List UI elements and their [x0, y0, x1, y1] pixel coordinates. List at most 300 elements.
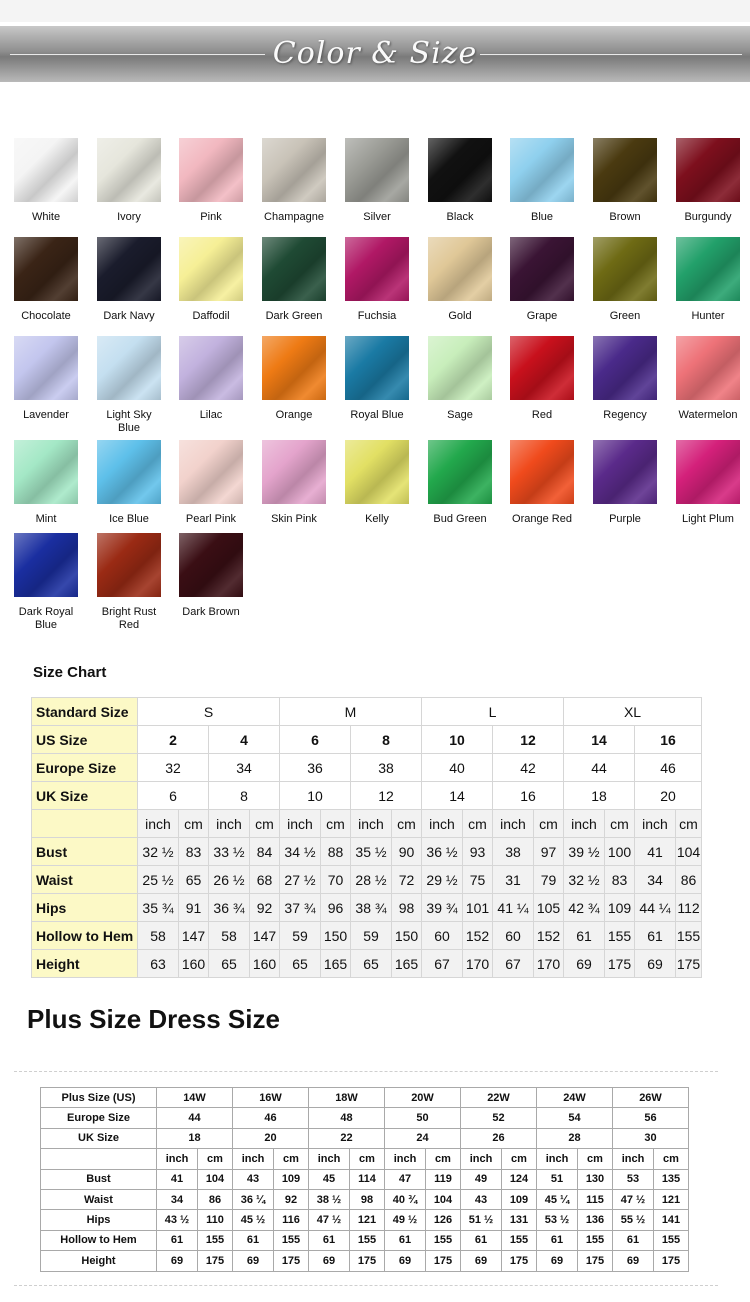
table-cell: 160: [179, 950, 209, 978]
row-header: Europe Size: [32, 754, 138, 782]
swatch-chip: [97, 533, 161, 597]
table-cell: 42 ¾: [564, 894, 605, 922]
table-cell: 155: [654, 1230, 689, 1250]
swatch-label: Lavender: [23, 409, 69, 421]
table-cell: 147: [179, 922, 209, 950]
swatch-label: Gold: [448, 310, 472, 322]
plus-row-bust: [41, 1169, 689, 1189]
table-cell: 147: [250, 922, 280, 950]
color-swatch: [667, 237, 749, 323]
plus-row-europe: [41, 1108, 689, 1128]
table-cell: 14: [564, 726, 635, 754]
color-swatch: [336, 138, 418, 224]
color-swatch: [5, 336, 87, 422]
swatch-chip: [593, 440, 657, 504]
table-cell: 18: [564, 782, 635, 810]
table-cell: 104: [426, 1189, 461, 1209]
table-cell: 32 ½: [564, 866, 605, 894]
table-cell: 36 ¼: [233, 1189, 274, 1209]
color-swatch: [88, 138, 170, 224]
swatch-chip: [676, 237, 740, 301]
color-swatch: [336, 440, 418, 526]
table-cell: 165: [321, 950, 351, 978]
table-cell: 136: [578, 1210, 613, 1230]
swatch-label: Burgundy: [684, 211, 732, 223]
table-cell: 93: [463, 838, 493, 866]
table-cell: 38 ½: [309, 1189, 350, 1209]
color-swatch: [667, 336, 749, 422]
table-cell: 170: [534, 950, 564, 978]
table-cell: 25 ½: [138, 866, 179, 894]
table-row-bust: [32, 838, 702, 866]
table-cell: 63: [138, 950, 179, 978]
swatch-label: Dark Green: [265, 310, 323, 322]
table-cell: 152: [534, 922, 564, 950]
unit-cell: inch: [564, 810, 605, 838]
table-cell: 51: [537, 1169, 578, 1189]
table-cell: 83: [179, 838, 209, 866]
table-cell: 105: [534, 894, 564, 922]
table-cell: 45 ¼: [537, 1189, 578, 1209]
color-swatch: [5, 533, 87, 632]
swatch-chip: [179, 138, 243, 202]
top-strip: [0, 0, 750, 22]
unit-cell: cm: [676, 810, 702, 838]
row-header: Plus Size (US): [41, 1088, 157, 1108]
table-cell: 16: [493, 782, 564, 810]
table-row-us: [32, 726, 702, 754]
table-cell: 49: [461, 1169, 502, 1189]
table-row-units: [32, 810, 702, 838]
swatch-label: Pink: [200, 211, 222, 223]
swatch-chip: [428, 440, 492, 504]
swatch-label: Dark Brown: [182, 606, 240, 618]
table-cell: 26: [461, 1128, 537, 1148]
table-cell: 38 ¾: [351, 894, 392, 922]
table-cell: 39 ¾: [422, 894, 463, 922]
color-swatch: [667, 138, 749, 224]
table-cell: 34: [635, 866, 676, 894]
table-cell: 60: [422, 922, 463, 950]
swatch-label: Royal Blue: [350, 409, 404, 421]
table-cell: S: [138, 698, 280, 726]
table-row-hips: [32, 894, 702, 922]
table-cell: 121: [654, 1189, 689, 1209]
table-cell: 36 ½: [422, 838, 463, 866]
table-cell: 47 ½: [309, 1210, 350, 1230]
table-cell: 29 ½: [422, 866, 463, 894]
unit-cell: inch: [280, 810, 321, 838]
table-row-uk: [32, 782, 702, 810]
row-header: Height: [32, 950, 138, 978]
table-cell: 27 ½: [280, 866, 321, 894]
table-cell: 155: [198, 1230, 233, 1250]
swatch-label: Sage: [447, 409, 473, 421]
color-swatch: [584, 237, 666, 323]
table-cell: 119: [426, 1169, 461, 1189]
table-row-europe: [32, 754, 702, 782]
unit-cell: inch: [351, 810, 392, 838]
swatch-chip: [676, 336, 740, 400]
table-cell: 86: [198, 1189, 233, 1209]
swatch-chip: [510, 138, 574, 202]
swatch-chip: [428, 138, 492, 202]
table-cell: 22W: [461, 1088, 537, 1108]
table-cell: 6: [138, 782, 209, 810]
swatch-label: Dark Navy: [103, 310, 155, 322]
table-cell: 65: [179, 866, 209, 894]
table-cell: 61: [564, 922, 605, 950]
color-swatch: [501, 237, 583, 323]
swatch-label: Skin Pink: [271, 513, 317, 525]
banner-rule-right: [480, 54, 742, 55]
table-cell: 42: [493, 754, 564, 782]
table-cell: 175: [578, 1251, 613, 1271]
color-swatch: [336, 237, 418, 323]
swatch-chip: [179, 440, 243, 504]
table-cell: 24: [385, 1128, 461, 1148]
unit-cell: inch: [635, 810, 676, 838]
swatch-chip: [14, 237, 78, 301]
swatch-chip: [179, 336, 243, 400]
table-cell: 104: [198, 1169, 233, 1189]
color-swatch: [419, 440, 501, 526]
table-cell: 59: [351, 922, 392, 950]
table-row-standard: [32, 698, 702, 726]
table-cell: 8: [351, 726, 422, 754]
table-cell: 69: [461, 1251, 502, 1271]
swatch-label: Red: [531, 409, 553, 421]
row-header: Europe Size: [41, 1108, 157, 1128]
table-cell: XL: [564, 698, 702, 726]
swatch-chip: [179, 237, 243, 301]
table-cell: 20: [233, 1128, 309, 1148]
table-cell: 160: [250, 950, 280, 978]
table-cell: 40: [422, 754, 493, 782]
swatch-chip: [97, 138, 161, 202]
swatch-chip: [428, 336, 492, 400]
color-swatch: [88, 336, 170, 435]
table-cell: 115: [578, 1189, 613, 1209]
table-cell: 165: [392, 950, 422, 978]
color-swatch: [336, 336, 418, 422]
table-cell: 58: [138, 922, 179, 950]
color-swatch: [419, 138, 501, 224]
table-cell: 10: [280, 782, 351, 810]
row-header: US Size: [32, 726, 138, 754]
color-swatch: [170, 336, 252, 422]
table-cell: 41: [157, 1169, 198, 1189]
swatch-chip: [97, 237, 161, 301]
table-cell: 69: [309, 1251, 350, 1271]
table-cell: 14W: [157, 1088, 233, 1108]
unit-cell: inch: [613, 1149, 654, 1169]
swatch-chip: [510, 440, 574, 504]
swatch-chip: [179, 533, 243, 597]
table-cell: 175: [198, 1251, 233, 1271]
row-header: Bust: [32, 838, 138, 866]
unit-cell: inch: [309, 1149, 350, 1169]
table-cell: 97: [534, 838, 564, 866]
plus-row-uk: [41, 1128, 689, 1148]
table-cell: 65: [209, 950, 250, 978]
plus-row-height: [41, 1251, 689, 1271]
swatch-label: Watermelon: [678, 409, 738, 421]
table-cell: 175: [654, 1251, 689, 1271]
color-swatch: [419, 237, 501, 323]
swatch-chip: [14, 138, 78, 202]
table-cell: 83: [605, 866, 635, 894]
unit-cell: inch: [422, 810, 463, 838]
table-cell: 28: [537, 1128, 613, 1148]
table-cell: 58: [209, 922, 250, 950]
swatch-chip: [262, 336, 326, 400]
unit-cell: cm: [578, 1149, 613, 1169]
unit-cell: inch: [209, 810, 250, 838]
unit-cell: inch: [493, 810, 534, 838]
row-header: UK Size: [32, 782, 138, 810]
swatch-chip: [345, 237, 409, 301]
swatch-chip: [14, 336, 78, 400]
table-cell: 69: [613, 1251, 654, 1271]
table-cell: 86: [676, 866, 702, 894]
table-cell: 61: [309, 1230, 350, 1250]
table-cell: 109: [274, 1169, 309, 1189]
table-cell: 65: [280, 950, 321, 978]
swatch-label: Chocolate: [21, 310, 71, 322]
unit-cell: inch: [385, 1149, 426, 1169]
plus-row-waist: [41, 1189, 689, 1209]
table-cell: 155: [605, 922, 635, 950]
table-cell: 33 ½: [209, 838, 250, 866]
table-cell: 84: [250, 838, 280, 866]
swatch-chip: [345, 336, 409, 400]
table-cell: 90: [392, 838, 422, 866]
color-size-banner: [0, 26, 750, 82]
table-cell: 34: [157, 1189, 198, 1209]
table-cell: 155: [578, 1230, 613, 1250]
unit-cell: inch: [138, 810, 179, 838]
table-cell: 75: [463, 866, 493, 894]
swatch-chip: [262, 440, 326, 504]
swatch-chip: [14, 533, 78, 597]
swatch-label: Pearl Pink: [185, 513, 237, 525]
table-cell: 53: [613, 1169, 654, 1189]
table-cell: 34: [209, 754, 280, 782]
unit-cell: inch: [157, 1149, 198, 1169]
table-cell: 110: [198, 1210, 233, 1230]
swatch-label: Kelly: [365, 513, 389, 525]
swatch-chip: [262, 237, 326, 301]
table-cell: 35 ½: [351, 838, 392, 866]
table-cell: 96: [321, 894, 351, 922]
table-cell: 175: [274, 1251, 309, 1271]
color-swatch: [667, 440, 749, 526]
unit-cell: cm: [274, 1149, 309, 1169]
unit-cell: inch: [233, 1149, 274, 1169]
row-header: UK Size: [41, 1128, 157, 1148]
table-cell: L: [422, 698, 564, 726]
table-cell: 69: [385, 1251, 426, 1271]
color-swatch: [170, 138, 252, 224]
swatch-label: White: [31, 211, 61, 223]
swatch-label: Bright Rust Red: [101, 606, 157, 631]
table-cell: 109: [605, 894, 635, 922]
table-cell: 131: [502, 1210, 537, 1230]
table-cell: 175: [676, 950, 702, 978]
swatch-label: Brown: [609, 211, 641, 223]
swatch-chip: [593, 138, 657, 202]
table-cell: 31: [493, 866, 534, 894]
swatch-label: Orange Red: [512, 513, 572, 525]
table-cell: 12: [351, 782, 422, 810]
table-cell: 59: [280, 922, 321, 950]
table-cell: M: [280, 698, 422, 726]
table-cell: 60: [493, 922, 534, 950]
swatch-label: Ivory: [117, 211, 141, 223]
row-header: Height: [41, 1251, 157, 1271]
swatch-label: Black: [446, 211, 474, 223]
swatch-label: Dark Royal Blue: [18, 606, 74, 631]
swatch-chip: [345, 138, 409, 202]
table-cell: 22: [309, 1128, 385, 1148]
banner-rule-left: [10, 54, 265, 55]
table-cell: 61: [635, 922, 676, 950]
unit-cell: cm: [179, 810, 209, 838]
table-cell: 43: [233, 1169, 274, 1189]
unit-cell: cm: [426, 1149, 461, 1169]
table-cell: 43: [461, 1189, 502, 1209]
unit-cell: cm: [198, 1149, 233, 1169]
swatch-label: Silver: [363, 211, 391, 223]
row-header: Hips: [32, 894, 138, 922]
table-cell: 67: [493, 950, 534, 978]
table-row-hollow: [32, 922, 702, 950]
table-cell: 51 ½: [461, 1210, 502, 1230]
unit-cell: cm: [250, 810, 280, 838]
table-cell: 150: [321, 922, 351, 950]
unit-cell: cm: [350, 1149, 385, 1169]
table-cell: 155: [676, 922, 702, 950]
color-swatch: [419, 336, 501, 422]
unit-cell: cm: [534, 810, 564, 838]
swatch-label: Hunter: [691, 310, 725, 322]
unit-cell: cm: [321, 810, 351, 838]
table-cell: 88: [321, 838, 351, 866]
table-cell: 69: [157, 1251, 198, 1271]
table-cell: 98: [392, 894, 422, 922]
table-cell: 101: [463, 894, 493, 922]
table-cell: 45 ½: [233, 1210, 274, 1230]
color-swatch: [170, 440, 252, 526]
plus-row-units: [41, 1149, 689, 1169]
divider-top: [14, 1071, 718, 1072]
table-cell: 116: [274, 1210, 309, 1230]
swatch-label: Champagne: [264, 211, 324, 223]
swatch-chip: [345, 440, 409, 504]
table-cell: 39 ½: [564, 838, 605, 866]
unit-cell: cm: [605, 810, 635, 838]
swatch-label: Light Plum: [682, 513, 734, 525]
table-cell: 14: [422, 782, 493, 810]
plus-size-title: Plus Size Dress Size: [27, 1004, 280, 1034]
swatch-chip: [676, 440, 740, 504]
color-swatch: [584, 138, 666, 224]
swatch-chip: [262, 138, 326, 202]
table-cell: 43 ½: [157, 1210, 198, 1230]
color-swatch: [88, 440, 170, 526]
row-header: Hollow to Hem: [32, 922, 138, 950]
table-cell: 72: [392, 866, 422, 894]
unit-cell: cm: [392, 810, 422, 838]
table-cell: 10: [422, 726, 493, 754]
color-swatch: [584, 440, 666, 526]
table-cell: 26 ½: [209, 866, 250, 894]
table-cell: 26W: [613, 1088, 689, 1108]
swatch-label: Blue: [530, 211, 554, 223]
table-cell: 69: [233, 1251, 274, 1271]
color-swatch: [501, 336, 583, 422]
table-cell: 135: [654, 1169, 689, 1189]
swatch-label: Fuchsia: [357, 310, 397, 322]
plus-row-hollow: [41, 1230, 689, 1250]
color-swatch: [253, 336, 335, 422]
table-cell: 54: [537, 1108, 613, 1128]
size-chart-table: [31, 697, 702, 978]
row-header: Bust: [41, 1169, 157, 1189]
row-header: [32, 810, 138, 838]
table-cell: 12: [493, 726, 564, 754]
table-cell: 18: [157, 1128, 233, 1148]
swatch-label: Orange: [275, 409, 313, 421]
row-header: Hips: [41, 1210, 157, 1230]
swatch-label: Grape: [526, 310, 558, 322]
swatch-chip: [593, 237, 657, 301]
table-cell: 61: [233, 1230, 274, 1250]
swatch-label: Daffodil: [192, 310, 230, 322]
table-cell: 52: [461, 1108, 537, 1128]
table-row-height: [32, 950, 702, 978]
color-swatch: [584, 336, 666, 422]
table-cell: 69: [635, 950, 676, 978]
table-cell: 175: [605, 950, 635, 978]
plus-row-hips: [41, 1210, 689, 1230]
table-cell: 61: [537, 1230, 578, 1250]
table-cell: 152: [463, 922, 493, 950]
table-cell: 44: [564, 754, 635, 782]
table-cell: 124: [502, 1169, 537, 1189]
table-cell: 126: [426, 1210, 461, 1230]
table-cell: 36: [280, 754, 351, 782]
row-header: Standard Size: [32, 698, 138, 726]
table-cell: 20W: [385, 1088, 461, 1108]
table-cell: 32 ½: [138, 838, 179, 866]
divider-bottom: [14, 1285, 718, 1286]
table-cell: 175: [350, 1251, 385, 1271]
table-cell: 109: [502, 1189, 537, 1209]
unit-cell: cm: [502, 1149, 537, 1169]
swatch-chip: [97, 336, 161, 400]
table-cell: 53 ½: [537, 1210, 578, 1230]
table-cell: 79: [534, 866, 564, 894]
table-cell: 114: [350, 1169, 385, 1189]
color-swatch: [88, 533, 170, 632]
swatch-label: Light Sky Blue: [106, 409, 152, 434]
table-cell: 4: [209, 726, 280, 754]
banner-title: Color & Size: [272, 36, 478, 71]
swatch-label: Purple: [609, 513, 641, 525]
table-cell: 38: [493, 838, 534, 866]
